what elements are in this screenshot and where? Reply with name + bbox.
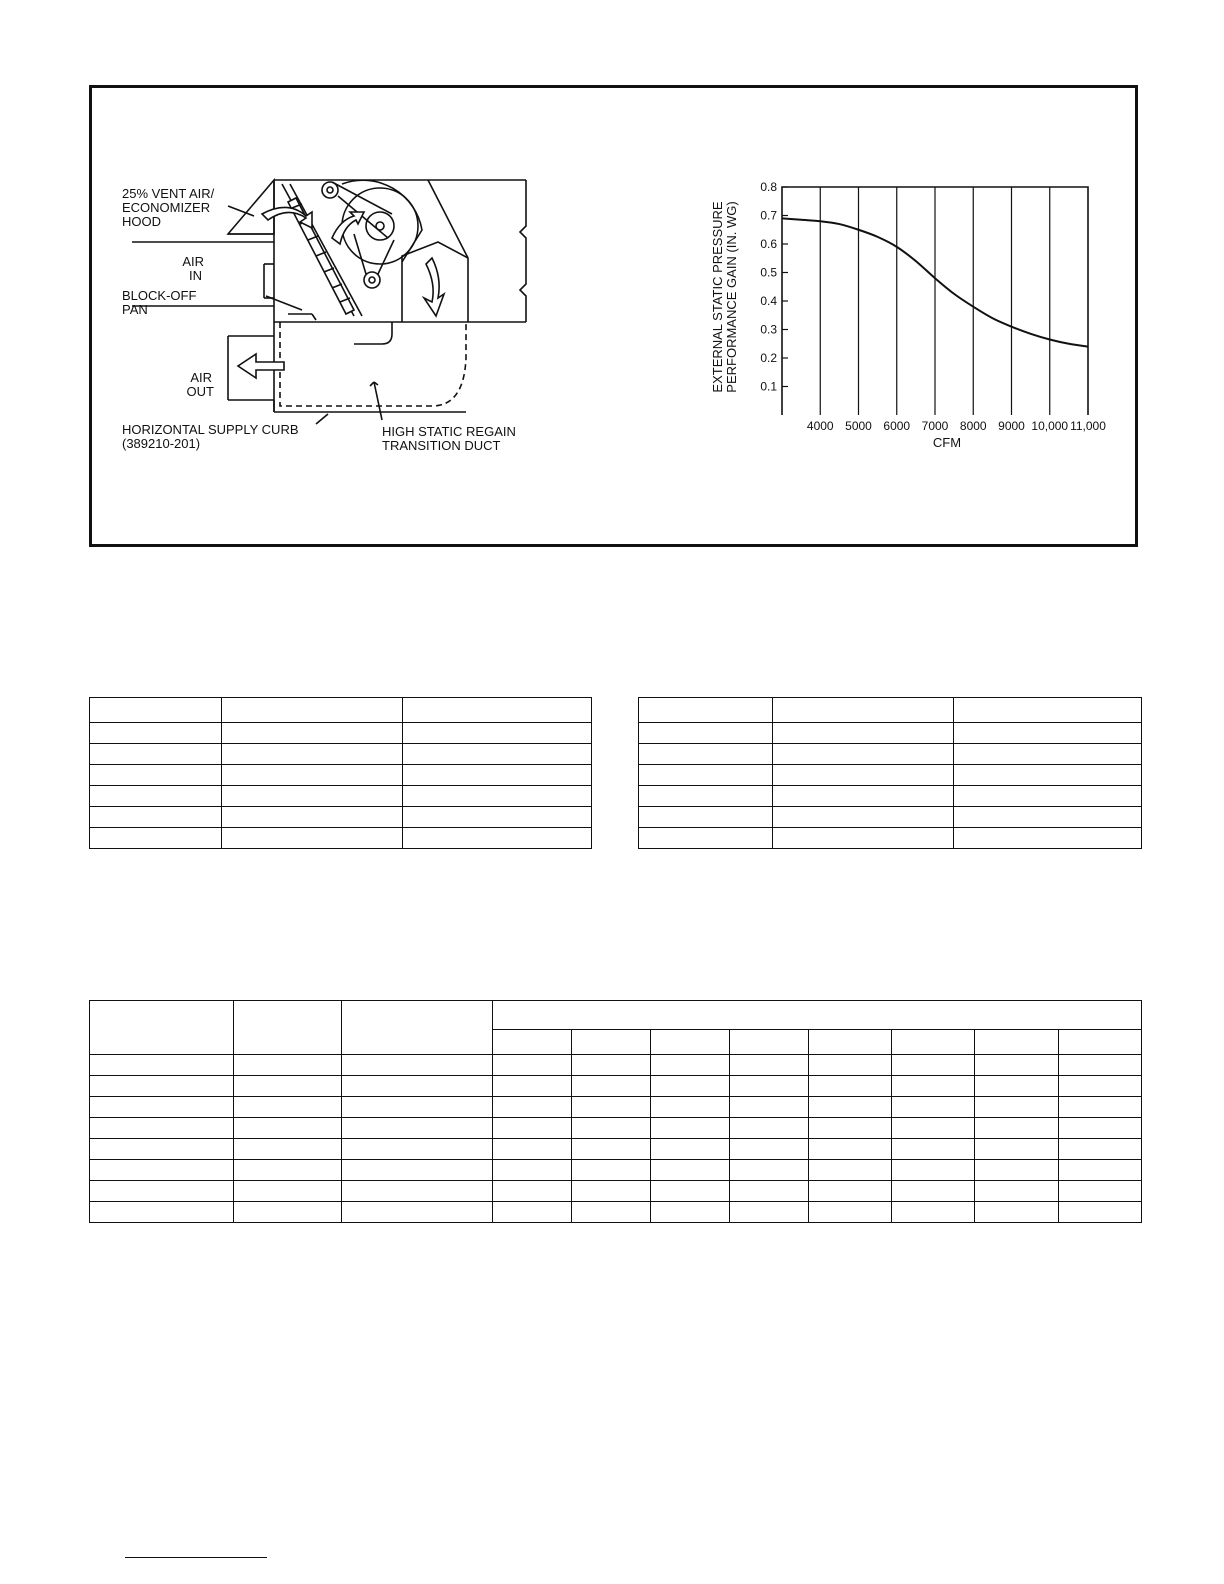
table-row (90, 786, 592, 807)
table-bottom (89, 1000, 1142, 1223)
chart-y-tick-label: 0.8 (760, 180, 777, 194)
chart-x-tick-label: 5000 (845, 419, 872, 433)
table-row (639, 786, 1142, 807)
performance-chart (710, 180, 1106, 450)
table-row (90, 1118, 1142, 1139)
chart-x-tick-label: 6000 (883, 419, 911, 433)
label-block-off-2: PAN (122, 302, 148, 317)
table-row (90, 807, 592, 828)
chart-y-tick-label: 0.3 (760, 322, 777, 337)
label-air-in-1: AIR (182, 254, 204, 269)
table-row (639, 723, 1142, 744)
chart-y-tick-label: 0.2 (760, 351, 777, 365)
label-regain-2: TRANSITION DUCT (382, 438, 501, 453)
chart-x-tick-label: 7000 (921, 419, 949, 433)
chart-x-tick-label: 10,000 (1031, 419, 1069, 433)
chart-y-ticks (760, 180, 788, 394)
chart-y-tick-label: 0.5 (760, 265, 777, 280)
table-right (638, 697, 1142, 849)
label-air-in-2: IN (189, 268, 202, 283)
chart-x-tick-label: 8000 (959, 419, 987, 433)
table-row (90, 1202, 1142, 1223)
label-block-off-1: BLOCK-OFF (122, 288, 197, 303)
table-row (90, 828, 592, 849)
table-row (90, 1076, 1142, 1097)
chart-x-tick-label: 4000 (806, 419, 834, 433)
chart-y-axis-label-line1: EXTERNAL STATIC PRESSURE (710, 201, 725, 393)
chart-y-axis-label (710, 201, 739, 393)
table-row (90, 744, 592, 765)
label-regain-1: HIGH STATIC REGAIN (382, 424, 516, 439)
chart-x-tick-label: 11,000 (1070, 419, 1106, 433)
chart-y-tick-label: 0.1 (760, 379, 777, 394)
chart-x-axis-label: CFM (932, 435, 962, 450)
table-row (90, 765, 592, 786)
chart-x-tick-label: 9000 (998, 419, 1025, 433)
chart-y-tick-label: 0.4 (760, 294, 777, 308)
label-air-out-1: AIR (190, 370, 212, 385)
table-row (90, 698, 592, 723)
table-row (90, 1055, 1142, 1076)
label-curb-1: HORIZONTAL SUPPLY CURB (122, 422, 299, 437)
table-row (639, 744, 1142, 765)
table-row (639, 765, 1142, 786)
label-vent-hood-3: HOOD (122, 214, 161, 229)
label-vent-hood-2: ECONOMIZER (122, 200, 211, 215)
label-vent-hood-1: 25% VENT AIR/ (122, 186, 215, 201)
figure-box (89, 85, 1138, 547)
figure-canvas (92, 88, 1135, 544)
table-row (90, 1181, 1142, 1202)
diagram-labels (122, 186, 516, 453)
label-air-out-2: OUT (186, 384, 214, 399)
table-row (90, 1097, 1142, 1118)
label-curb-2: (389210-201) (122, 436, 201, 451)
table-header-row (90, 1001, 1142, 1030)
table-row (90, 723, 592, 744)
table-row (639, 698, 1142, 723)
footnote-rule (125, 1557, 267, 1558)
table-row (639, 828, 1142, 849)
chart-y-tick-label: 0.6 (760, 237, 777, 251)
table-row (90, 1160, 1142, 1181)
chart-x-ticks (807, 419, 1106, 433)
table-row (90, 1139, 1142, 1160)
chart-y-axis-label-line2: PERFORMANCE GAIN (IN. WG) (724, 201, 739, 393)
table-row (639, 807, 1142, 828)
table-left (89, 697, 592, 849)
chart-y-tick-label: 0.7 (760, 208, 777, 223)
